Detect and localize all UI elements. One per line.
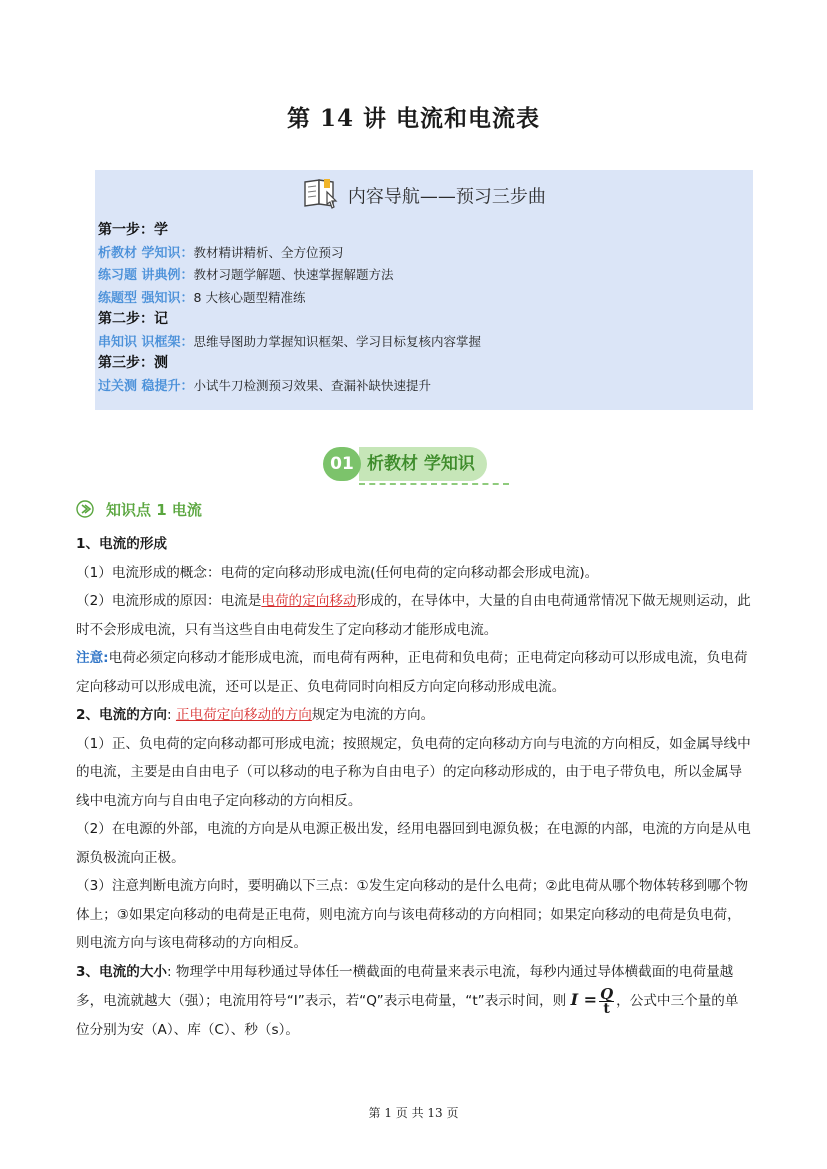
step-three: 第三步：测 [98, 355, 168, 371]
section-number: 01 [323, 447, 361, 481]
formula-fraction [599, 984, 614, 1017]
text-run: : [167, 707, 176, 723]
nav-row [98, 264, 481, 287]
highlight-text: 电荷的定向移动 [261, 593, 357, 609]
paragraph: （3）注意判断电流方向时，要明确以下三点：①发生定向移动的是什么电荷；②此电荷从哪个物体转移到哪个物体上；③如果定向移动的电荷是正电荷，则电流方向与该电荷移动的方向相同；如果定向移动的电荷是负电荷，则电流方向与该电荷移动的方向相反。 [76, 878, 748, 951]
formula-denominator: t [603, 1000, 610, 1017]
nav-header-text: 内容导航——预习三步曲 [347, 186, 546, 208]
page-title: 第 14 讲 电流和电流表 [286, 105, 541, 132]
nav-desc: 教材精讲精析、全方位预习 [193, 244, 344, 260]
section-badge [323, 445, 513, 485]
nav-tag: 练题型 强知识： [98, 290, 194, 306]
nav-tag: 析教材 学知识： [98, 245, 194, 261]
text-run: （2）电流形成的原因：电流是 [76, 593, 262, 609]
formula-numerator: Q [600, 984, 614, 1003]
arrow-circle-icon [76, 500, 94, 518]
text-run: ，公式中三个量的单位分别为安（A）、库（C）、秒（s）。 [76, 993, 739, 1038]
section-label: 析教材 学知识 [359, 447, 487, 481]
paragraph [76, 701, 752, 730]
step-one: 第一步：学 [98, 222, 168, 238]
nav-desc: 小试牛刀检测预习效果、查漏补缺快速提升 [193, 377, 432, 393]
paragraph: （2）在电源的外部，电流的方向是从电源正极出发，经用电器回到电源负极；在电源的内部，电流的方向是从电源负极流向正极。 [76, 821, 751, 866]
nav-tag: 过关测 稳提升： [98, 378, 194, 394]
step-two: 第二步：记 [98, 311, 168, 327]
paragraph [76, 958, 752, 1045]
main-content [76, 530, 752, 1044]
heading-formation: 1、电流的形成 [76, 536, 168, 552]
note-text: 电荷必须定向移动才能形成电流，而电荷有两种，正电荷和负电荷；正电荷定向移动可以形成电流，负电荷定向移动可以形成电流，还可以是正、负电荷同时向相反方向定向移动形成电流。 [76, 650, 748, 695]
paragraph [76, 587, 752, 644]
nav-desc: 8 大核心题型精准练 [193, 289, 306, 305]
paragraph: （1）正、负电荷的定向移动都可形成电流；按照规定，负电荷的定向移动方向与电流的方向相反，如金属导线中的电流，主要是由自由电子（可以移动的电子称为自由电子）的定向移动形成的，由于电子带负电，所以金属导线中电流方向与自由电子定向移动的方向相反。 [76, 735, 751, 809]
heading-magnitude: 3、电流的大小 [76, 963, 168, 980]
book-pointer-icon [302, 176, 340, 215]
nav-tag: 练习题 讲典例： [98, 268, 194, 283]
text-run: : 物理学中用每秒通过导体任一横截面的电荷量来表示电流，每秒内通过导体横截面的电荷量越多，电流就越大（强）；电流用符号“I”表示，若“Q”表示电荷量，“t”表示时间，则 [76, 963, 734, 1009]
nav-row [98, 287, 481, 310]
nav-row [98, 331, 481, 354]
note-label: 注意: [76, 650, 109, 666]
section-underline [359, 483, 509, 485]
note-paragraph [76, 644, 752, 701]
page-footer: 第 1 页 共 13 页 [368, 1106, 459, 1120]
nav-row [98, 375, 481, 398]
nav-row [98, 242, 481, 265]
highlight-text: 正电荷定向移动的方向 [175, 707, 312, 723]
content-navigation-box [95, 170, 753, 410]
formula-lhs: I = [570, 990, 598, 1009]
knowledge-point-title: 知识点 1 电流 [106, 501, 202, 519]
heading-direction: 2、电流的方向 [76, 707, 168, 723]
paragraph: （1）电流形成的概念：电荷的定向移动形成电流(任何电荷的定向移动都会形成电流)。 [76, 564, 599, 581]
nav-tag: 串知识 识框架： [98, 334, 194, 350]
nav-header [95, 176, 753, 215]
text-run: 形成的，在导体中，大量的自由电荷通常情况下做无规则运动，此时不会形成电流，只有当这些自由电荷发生了定向移动才能形成电流。 [76, 593, 751, 638]
nav-desc: 教材习题学解题、快速掌握解题方法 [193, 267, 394, 282]
nav-lines [98, 220, 481, 397]
nav-desc: 思维导图助力掌握知识框架、学习目标复核内容掌握 [193, 333, 482, 349]
text-run: 规定为电流的方向。 [311, 707, 435, 723]
